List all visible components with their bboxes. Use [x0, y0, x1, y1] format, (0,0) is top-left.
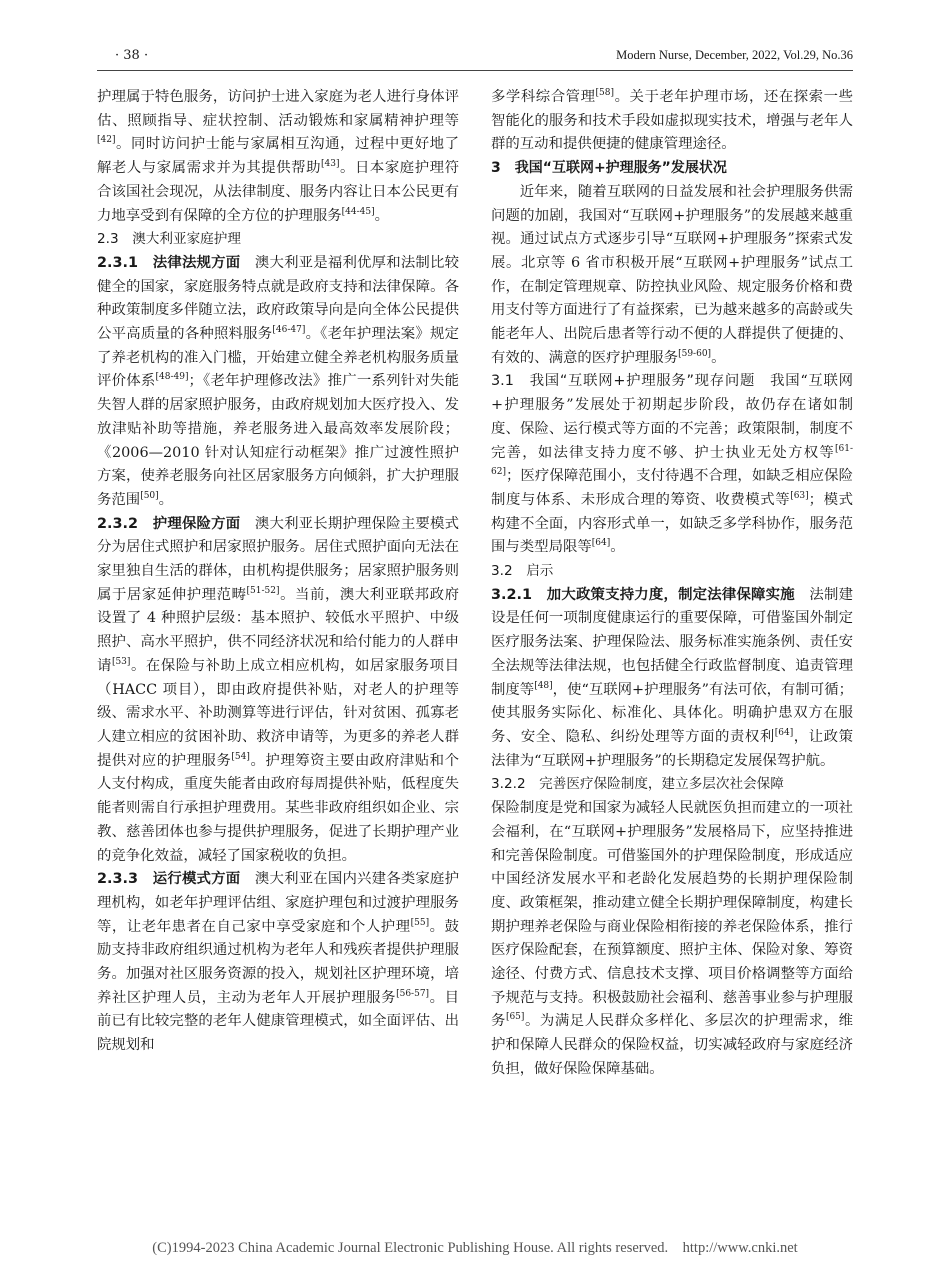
page-number: · 38 · — [115, 48, 149, 63]
paragraph-3-intro: 近年来，随着互联网的日益发展和社会护理服务供需问题的加剧，我国对“互联网+护理服务”的发展越来越重视。通过试点方式逐步引导“互联网+护理服务”探索式发展。北京等 6 省市积极开展“互联网+护理服务”试点工作，在制定管理规章、防控执业风险、规定服务价格和费用支付等方面进行了有益探索，已为越来越多的高龄或失能老年人、出院后患者等行动不便的人群提供了便捷的、有效的、满意的医疗护理服务[59-60]。 — [491, 183, 853, 366]
right-column — [491, 86, 853, 1082]
paragraph-continuation: 多学科综合管理[58]。关于老年护理市场，还在探索一些智能化的服务和技术手段如虚拟现实技术，增强与老年人群的互动和提供便捷的健康管理途径。 — [491, 88, 853, 153]
paragraph-2-3-3: 2.3.3 运行模式方面 澳大利亚在国内兴建各类家庭护理机构，如老年护理评估组、家庭护理包和过渡护理服务等，让老年患者在自己家中享受家庭和个人护理[55]。鼓励支持非政府组织通过机构为老年人和残疾者提供护理服务。加强对社区服务资源的投入，规划社区护理环境，培养社区护理人员，主动为老年人开展护理服务[56-57]。目前已有比较完整的老年人健康管理模式，如全面评估、出院规划和 — [97, 871, 459, 1054]
left-column — [97, 86, 459, 1058]
copyright-footer: (C)1994-2023 China Academic Journal Electronic Publishing House. All rights reserved. http://www.cnki.net — [152, 1240, 798, 1256]
subsection-heading-3-2-2: 3.2.2 完善医疗保险制度，建立多层次社会保障 — [491, 776, 784, 793]
section-heading-3-2: 3.2 启示 — [491, 563, 554, 580]
paragraph-japan-visiting-nurse: 护理属于特色服务，访问护士进入家庭为老人进行身体评估、照顾指导、症状控制、活动锻炼和家属精神护理等[42]。同时访问护士能与家属相互沟通，过程中更好地了解老人与家属需求并为其提供帮助[43]。日本家庭护理符合该国社会现况，从法律制度、服务内容让日本公民更有力地享受到有保障的全方位的护理服务[44-45]。 — [97, 89, 459, 224]
paragraph-3-2-2: 保险制度是党和国家为减轻人民就医负担而建立的一项社会福利，在“互联网+护理服务”发展格局下，应坚持推进和完善保险制度。可借鉴国外的护理保险制度，形成适应中国经济发展水平和老龄化发展趋势的长期护理保险制度、政策框架，推动建立健全长期护理保障制度，构建长期护理养老保险与商业保险相衔接的养老保险体系，推行医疗保险配套，在预算额度、照护主体、保险对象、筹资途径、付费方式、信息技术支撑、项目价格调整等方面给予规范与支持。积极鼓励社会福利、慈善事业参与护理服务[65]。为满足人民群众多样化、多层次的护理需求，维护和保障人民群众的保险权益，切实减轻政府与家庭经济负担，做好保险保障基础。 — [491, 800, 853, 1077]
paragraph-3-1: 3.1 我国“互联网+护理服务”现存问题 我国“互联网+护理服务”发展处于初期起步阶段，故仍存在诸如制度、保险、运行模式等方面的不完善；政策限制，制度不完善，如法律支持力度不够、护士执业无处方权等[61-62]；医疗保障范围小，支付待遇不合理，如缺乏相应保险制度与体系、未形成合理的筹资、收费模式等[63]；模式构建不全面，内容形式单一，如缺乏多学科协作，服务范围与类型局限等[64]。 — [491, 373, 854, 556]
journal-citation: Modern Nurse, December, 2022, Vol.29, No.36 — [616, 48, 853, 62]
paragraph-3-2-1: 3.2.1 加大政策支持力度，制定法律保障实施 法制建设是任何一项制度健康运行的重要保障，可借鉴国外制定医疗服务法案、护理保险法、服务标准实施条例、责任安全法规等法律法规，也包括健全行政监督制度、追责管理制度等[48]，使“互联网+护理服务”有法可依，有制可循；使其服务实际化、标准化、具体化。明确护患双方在服务、安全、隐私、纠纷处理等方面的责权利[64]，让政策法律为“互联网+护理服务”的长期稳定发展保驾护航。 — [491, 586, 853, 769]
running-header — [97, 40, 853, 71]
paragraph-2-3-1: 2.3.1 法律法规方面 澳大利亚是福利优厚和法制比较健全的国家，家庭服务特点就是政府支持和法律保障。各种政策制度多伴随立法，政府政策导向是向全体公民提供公平高质量的各种照料服务[46-47]。《老年护理法案》规定了养老机构的准入门槛，开始建立健全养老机构服务质量评价体系[48-49]；《老年护理修改法》推广一系列针对失能失智人群的居家照护服务，由政府规划加大医疗投入、发放津贴补助等措施，养老服务进入最高效率发展阶段；《2006—2010 针对认知症行动框架》推广过渡性照护方案，使养老服务向社区居家服务方向倾斜，扩大护理服务范围[50]。 — [97, 254, 459, 508]
section-heading-2-3: 2.3 澳大利亚家庭护理 — [97, 231, 241, 248]
paragraph-2-3-2: 2.3.2 护理保险方面 澳大利亚长期护理保险主要模式分为居住式照护和居家照护服务。居住式照护面向无法在家里独自生活的群体，由机构提供服务；居家照护服务则属于居家延伸护理范畴[51-52]。当前，澳大利亚联邦政府设置了 4 种照护层级：基本照护、较低水平照护、中级照护、高水平照护，供不同经济状况和给付能力的人群申请[53]。在保险与补助上成立相应机构，如居家服务项目（HACC 项目），即由政府提供补贴，对老人的护理等级、需求水平、补助测算等进行评估，针对贫困、孤寡老人建立相应的贫困补助、救济申请等，为更多的养老人群提供对应的护理服务[54]。护理筹资主要由政府津贴和个人支付构成，重度失能者由政府每周提供补贴，低程度失能者则需自行承担护理费用。某些非政府组织如企业、宗教、慈善团体也参与提供护理服务，促进了长期护理产业的竞争化效益，减轻了国家税收的负担。 — [97, 515, 459, 864]
section-heading-3: 3 我国“互联网+护理服务”发展状况 — [491, 160, 727, 177]
